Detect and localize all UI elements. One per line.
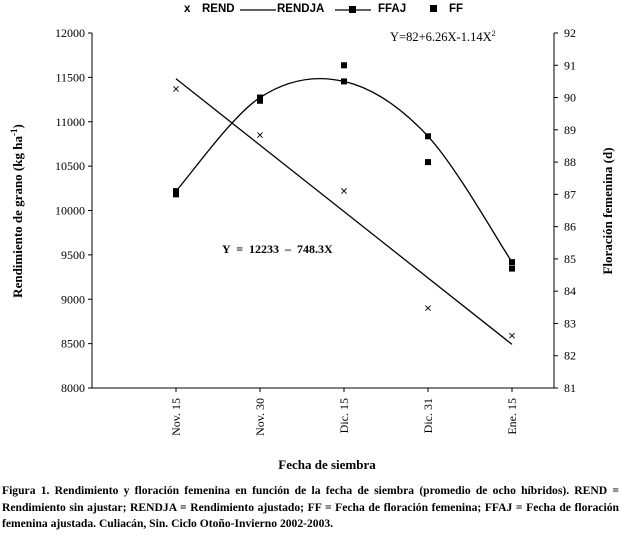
- legend-rend-label: REND: [202, 3, 235, 15]
- ff-point: [509, 266, 515, 272]
- rend-point: [509, 333, 514, 338]
- left-tick-label: 8000: [61, 381, 85, 395]
- right-tick-label: 88: [564, 155, 576, 170]
- right-tick-label: 89: [564, 122, 576, 137]
- equation-rendja: Y = 12233 – 748.3X: [222, 242, 333, 256]
- ff-point: [257, 98, 263, 104]
- right-tick-label: 91: [564, 58, 576, 73]
- y-left-axis-title: Rendimiento de grano (kg $ha^{-1}$): [9, 124, 25, 298]
- left-tick-label: 8500: [61, 336, 85, 351]
- rend-point: [341, 188, 346, 193]
- right-tick-group: [554, 26, 576, 395]
- ffaj-point: [509, 259, 515, 265]
- ffaj-point: [341, 78, 347, 84]
- rend-point: [257, 132, 262, 137]
- x-axis-title: Fecha de siembra: [278, 457, 376, 472]
- right-tick-label: 83: [564, 316, 576, 331]
- equation-ffaj: $Y=82+6.26X-1.14X^2$: [390, 29, 496, 44]
- ff-point: [173, 191, 179, 197]
- rend-point: [173, 86, 178, 91]
- ffaj-point: [425, 133, 431, 139]
- x-tick-label: Dic. 31: [421, 398, 435, 434]
- right-tick-label: 92: [564, 26, 576, 40]
- left-tick-label: 9500: [61, 247, 85, 262]
- right-tick-label: 87: [564, 187, 576, 202]
- left-tick-label: 10500: [55, 159, 85, 174]
- legend-ffaj-label: FFAJ: [378, 3, 407, 15]
- x-tick-group: [169, 388, 519, 436]
- right-tick-label: 82: [564, 348, 576, 363]
- x-tick-label: Ene. 15: [505, 398, 519, 435]
- left-tick-label: 12000: [55, 26, 85, 40]
- figure-caption: Figura 1. Rendimiento y floración femenina en función de la fecha de siembra (promedio de ocho híbridos). REND = Rendimiento sin ajustar; RENDJA = Rendimiento ajustado; FF = Fecha de floración femenina; FFAJ = Fecha de floración femenina ajustada. Culiacán, Sin. Ciclo Otoño-Invierno 2002-2003.: [2, 484, 619, 530]
- left-tick-label: 11000: [55, 114, 85, 129]
- right-tick-label: 90: [564, 90, 576, 105]
- rend-point: [425, 306, 430, 311]
- series-layer: [173, 62, 515, 344]
- ff-point: [341, 62, 347, 68]
- x-tick-label: Dic. 15: [337, 398, 351, 434]
- left-tick-label: 10000: [55, 203, 85, 218]
- ffaj-curve: [176, 79, 512, 263]
- right-tick-label: 81: [564, 381, 576, 395]
- left-tick-group: [55, 26, 92, 395]
- legend-rendja-label: RENDJA: [277, 3, 325, 15]
- y-right-axis-title: Floración femenina (d): [600, 147, 615, 275]
- x-tick-label: Nov. 15: [169, 398, 183, 436]
- legend-ff-label: FF: [449, 3, 464, 15]
- left-tick-label: 11500: [55, 70, 85, 85]
- right-tick-label: 85: [564, 251, 576, 266]
- ff-point: [425, 159, 431, 165]
- rendja-line: [176, 79, 512, 345]
- right-tick-label: 84: [564, 284, 576, 299]
- left-tick-label: 9000: [61, 292, 85, 307]
- right-tick-label: 86: [564, 219, 576, 234]
- x-tick-label: Nov. 30: [253, 398, 267, 436]
- legend-rend-marker: x: [184, 3, 191, 15]
